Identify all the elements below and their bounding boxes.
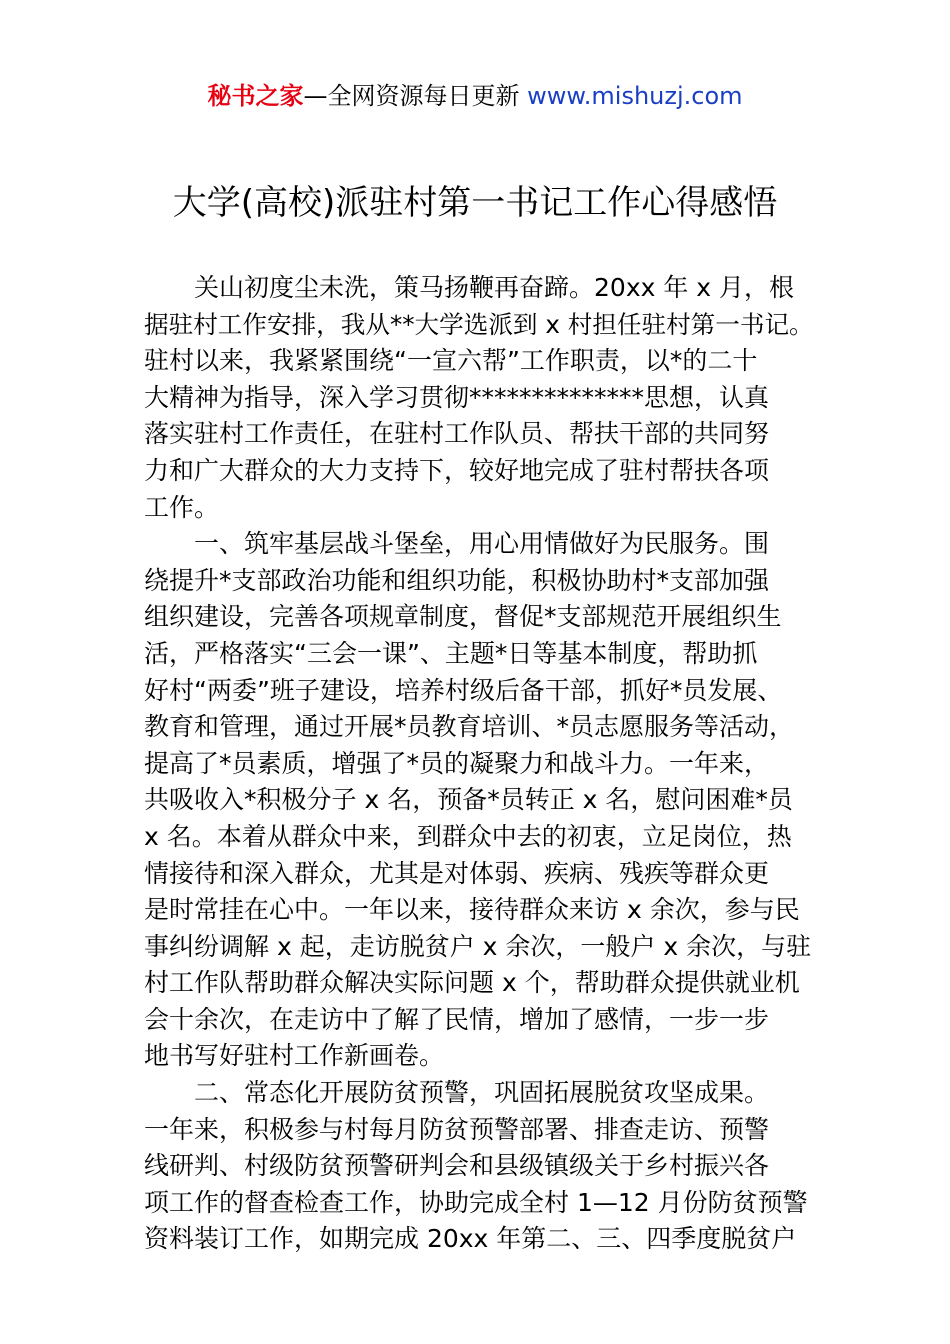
body-line: 线研判、村级防贫预警研判会和县级镇级关于乡村振兴各	[144, 1151, 770, 1181]
body-line: 驻村以来，我紧紧围绕“一宣六帮”工作职责，以*的二十	[144, 346, 758, 376]
document-body	[144, 270, 816, 1258]
body-line: 村工作队帮助群众解决实际问题 x 个，帮助群众提供就业机	[144, 968, 800, 998]
body-line: 教育和管理，通过开展*员教育培训、*员志愿服务等活动，	[144, 712, 795, 742]
site-name: 秘书之家	[207, 82, 304, 110]
body-line: 一、筑牢基层战斗堡垒，用心用情做好为民服务。围	[194, 529, 770, 559]
body-line: 落实驻村工作责任，在驻村工作队员、帮扶干部的共同努	[144, 419, 770, 449]
site-url-link[interactable]: www.mishuzj.com	[527, 82, 743, 110]
body-line: 会十余次，在走访中了解了民情，增加了感情，一步一步	[144, 1004, 770, 1034]
body-line: 力和广大群众的大力支持下，较好地完成了驻村帮扶各项	[144, 455, 770, 485]
body-line: 地书写好驻村工作新画卷。	[144, 1041, 445, 1071]
body-line: 二、常态化开展防贫预警，巩固拓展脱贫攻坚成果。	[194, 1078, 770, 1108]
body-line: 工作。	[144, 492, 220, 522]
body-line: 组织建设，完善各项规章制度，督促*支部规范开展组织生	[144, 602, 782, 632]
body-line: 绕提升*支部政治功能和组织功能，积极协助村*支部加强	[144, 565, 770, 595]
document-title: 大学(高校)派驻村第一书记工作心得感悟	[172, 183, 778, 223]
body-line: 大精神为指导，深入学习贯彻**************思想，认真	[144, 382, 770, 412]
body-line: 好村“两委”班子建设，培养村级后备干部，抓好*员发展、	[144, 675, 783, 705]
body-line: 情接待和深入群众，尤其是对体弱、疾病、残疾等群众更	[144, 858, 770, 888]
site-tagline: —全网资源每日更新	[303, 82, 528, 110]
body-line: 共吸收入*积极分子 x 名，预备*员转正 x 名，慰问困难*员	[144, 785, 793, 815]
body-line: 关山初度尘未洗，策马扬鞭再奋蹄。20xx 年 x 月，根	[194, 273, 795, 302]
site-header	[0, 80, 950, 112]
body-line: 活，严格落实“三会一课”、主题*日等基本制度，帮助抓	[144, 638, 758, 668]
body-line: 资料装订工作，如期完成 20xx 年第二、三、四季度脱贫户	[144, 1224, 797, 1254]
body-line: 一年来，积极参与村每月防贫预警部署、排查走访、预警	[144, 1114, 770, 1144]
body-line: 事纠纷调解 x 起，走访脱贫户 x 余次，一般户 x 余次，与驻	[144, 931, 812, 961]
body-line: x 名。本着从群众中来，到群众中去的初衷，立足岗位，热	[144, 821, 792, 851]
body-line: 提高了*员素质，增强了*员的凝聚力和战斗力。一年来，	[144, 748, 770, 778]
body-line: 是时常挂在心中。一年以来，接待群众来访 x 余次，参与民	[144, 895, 800, 925]
body-line: 项工作的督查检查工作，协助完成全村 1—12 月份防贫预警	[144, 1187, 808, 1217]
body-line: 据驻村工作安排，我从**大学选派到 x 村担任驻村第一书记。	[144, 309, 814, 339]
